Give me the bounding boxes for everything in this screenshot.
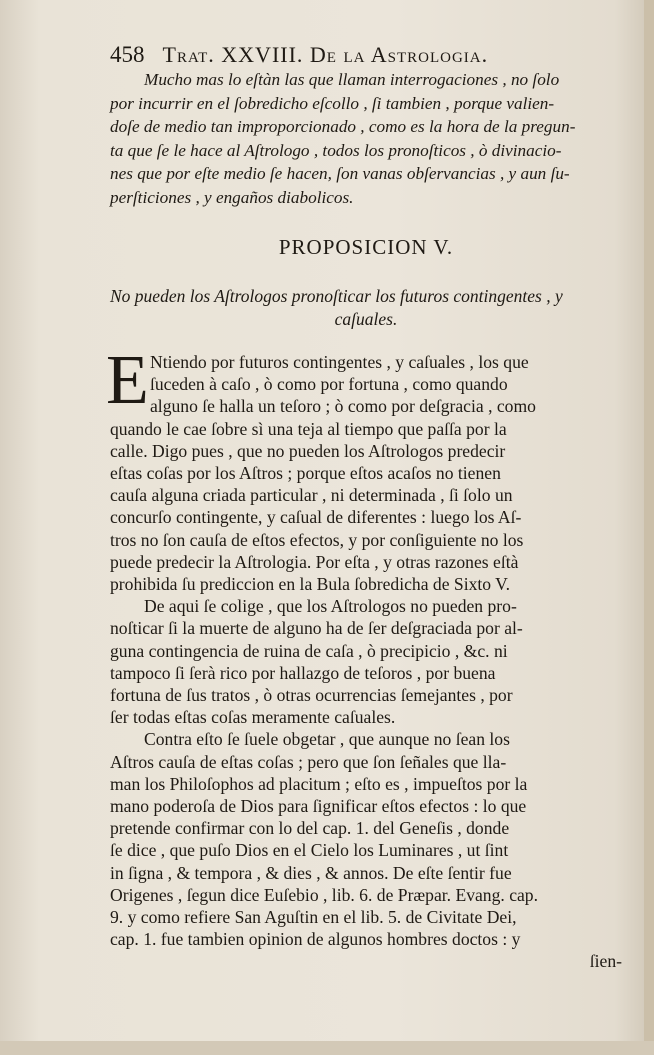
intro-line: Mucho mas lo eſtàn las que llaman interrogaciones , no ſolo [144, 70, 560, 89]
body-line: cap. 1. fue tambien opinion de algunos hombres doctos : y [110, 929, 521, 950]
body-line: tampoco ſi ſerà rico por hallazgo de teſoros , por buena [110, 662, 496, 683]
subtitle-line: No pueden los Aſtrologos pronoſticar los futuros contingentes , y [110, 286, 563, 306]
body-line: man los Philoſophos ad placitum ; eſto es , impueſtos por la [110, 773, 528, 794]
drop-cap: E [106, 342, 149, 419]
body-line: pretende confirmar con lo del cap. 1. del Geneſis , donde [110, 818, 510, 839]
running-head: Trat. XXVIII. De la Astrologia. [162, 42, 489, 67]
body-line: Origenes , ſegun dice Euſebio , lib. 6. de Præpar. Evang. cap. [110, 884, 539, 905]
body-line: cauſa alguna criada particular , ni determinada , ſi ſolo un [110, 485, 513, 506]
body-line: concurſo contingente, y caſual de diferentes : luego los Aſ- [110, 507, 522, 528]
body-line: ſer todas eſtas coſas meramente caſuales. [110, 707, 396, 728]
intro-line: por incurrir en el ſobredicho eſcollo , ſi tambien , porque valien- [110, 93, 555, 113]
body-line: quando le cae ſobre sì una teja al tiempo que paſſa por la [110, 418, 507, 439]
proposition-subtitle [110, 285, 622, 331]
body-line: Ntiendo por futuros contingentes , y caſuales , los que [150, 352, 529, 372]
subtitle-line: caſuales. [334, 309, 398, 329]
body-line: 9. y como refiere San Aguſtin en el lib. 5. de Civitate Dei, [110, 907, 517, 928]
body-line: ſuceden à caſo , ò como por fortuna , como quando [150, 374, 508, 395]
intro-paragraph [110, 68, 622, 209]
section-heading: PROPOSICION V. [278, 235, 454, 259]
intro-line: ta que ſe le hace al Aſtrologo , todos los pronoſticos , ò divinacio- [110, 140, 562, 160]
intro-line: doſe de medio tan improporcionado , como es la hora de la pregun- [110, 117, 576, 136]
body-line: tros no ſon cauſa de eſtos efectos, y por conſiguiente no los [110, 529, 524, 550]
body-line: noſticar ſi la muerte de alguno ha de ſer deſgraciada por al- [110, 618, 523, 639]
body-line: calle. Digo pues , que no pueden los Aſtrologos predecir [110, 440, 506, 461]
body-line: De aqui ſe colige , que los Aſtrologos no pueden pro- [144, 596, 517, 617]
body-line: Contra eſto ſe ſuele obgetar , que aunque no ſean los [144, 729, 510, 750]
body-line: mano poderoſa de Dios para ſignificar eſtos efectos : lo que [110, 796, 527, 817]
body-line: in ſigna , & tempora , & dies , & annos. De eſte ſentir fue [110, 862, 512, 883]
body-line: fortuna de ſus tratos , ò otras ocurrencias ſemejantes , por [110, 685, 513, 706]
body-line: Aſtros cauſa de eſtas coſas ; pero que ſon ſeñales que lla- [110, 751, 507, 772]
intro-line: perſticiones , y engaños diabolicos. [110, 187, 354, 207]
page-header [110, 42, 622, 68]
intro-line: nes que por eſte medio ſe hacen, ſon vanas obſervancias , y aun ſu- [110, 164, 570, 183]
body-line: prohibida ſu prediccion en la Bula ſobredicha de Sixto V. [110, 574, 511, 595]
page-bottom-edge [0, 1041, 654, 1055]
page-edge-shadow [644, 0, 654, 1055]
catchword: ſien- [589, 951, 622, 972]
body-text [106, 342, 622, 973]
body-line: eſtas coſas por los Aſtros ; porque eſtos acaſos no tienen [110, 463, 501, 484]
body-line: alguno ſe halla un teſoro ; ò como por deſgracia , como [150, 396, 536, 417]
page-content [106, 42, 622, 973]
body-line: guna contingencia de ruina de caſa , ò precipicio , &c. ni [110, 640, 508, 661]
page-number: 458 [110, 42, 145, 67]
body-line: puede predecir la Aſtrologia. Por eſta , y otras razones eſtà [110, 551, 519, 572]
body-line: ſe dice , que puſo Dios en el Cielo los Luminares , ut ſint [110, 840, 509, 861]
